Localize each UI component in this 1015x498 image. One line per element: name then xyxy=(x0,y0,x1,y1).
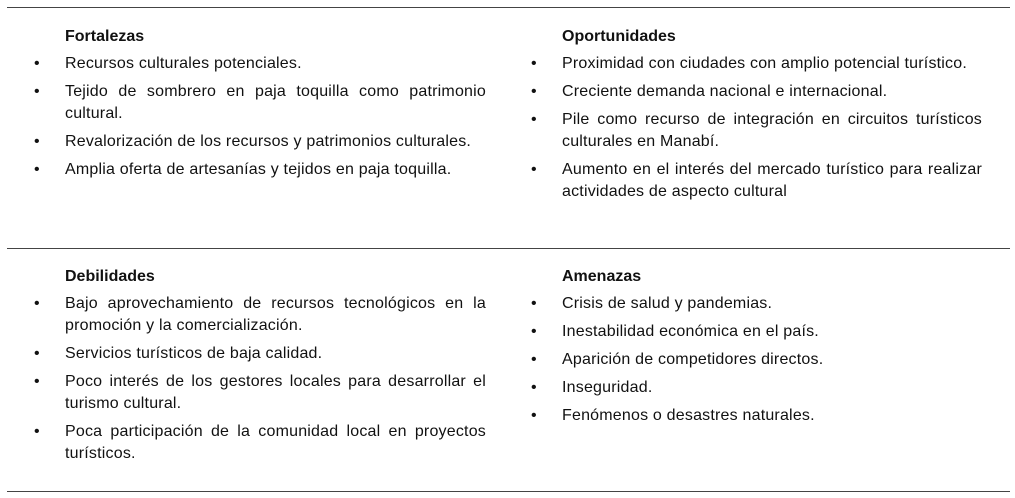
list-item: • Aparición de competidores directos. xyxy=(527,349,982,371)
list-item: • Fenómenos o desastres naturales. xyxy=(527,405,982,427)
list-item: • Poco interés de los gestores locales para desarrollar el turismo cultural. xyxy=(30,371,486,415)
list-item: • Inestabilidad económica en el país. xyxy=(527,321,982,343)
debilidades-section xyxy=(30,266,486,471)
list-item: • Bajo aprovechamiento de recursos tecnológicos en la promoción y la comercialización. xyxy=(30,293,486,337)
list-item: • Creciente demanda nacional e internacional. xyxy=(527,81,982,103)
fortalezas-section xyxy=(30,26,486,187)
list-item: • Recursos culturales potenciales. xyxy=(30,53,486,75)
oportunidades-list xyxy=(527,53,982,203)
oportunidades-section xyxy=(527,26,982,209)
amenazas-list xyxy=(527,293,982,427)
amenazas-section xyxy=(527,266,982,433)
list-item: • Poca participación de la comunidad local en proyectos turísticos. xyxy=(30,421,486,465)
list-item: • Proximidad con ciudades con amplio potencial turístico. xyxy=(527,53,982,75)
list-item: • Revalorización de los recursos y patrimonios culturales. xyxy=(30,131,486,153)
list-item: • Aumento en el interés del mercado turístico para realizar actividades de aspecto cultural xyxy=(527,159,982,203)
table-bottom-rule xyxy=(7,491,1010,492)
table-middle-rule xyxy=(7,248,1010,249)
list-item: • Inseguridad. xyxy=(527,377,982,399)
table-top-rule xyxy=(7,7,1010,8)
list-item: • Servicios turísticos de baja calidad. xyxy=(30,343,486,365)
oportunidades-title: Oportunidades xyxy=(562,28,676,45)
amenazas-title: Amenazas xyxy=(562,268,642,285)
list-item: • Pile como recurso de integración en circuitos turísticos culturales en Manabí. xyxy=(527,109,982,153)
debilidades-title: Debilidades xyxy=(65,268,155,285)
fortalezas-list xyxy=(30,53,486,181)
debilidades-list xyxy=(30,293,486,465)
list-item: • Tejido de sombrero en paja toquilla como patrimonio cultural. xyxy=(30,81,486,125)
fortalezas-title: Fortalezas xyxy=(65,28,145,45)
list-item: • Amplia oferta de artesanías y tejidos en paja toquilla. xyxy=(30,159,486,181)
list-item: • Crisis de salud y pandemias. xyxy=(527,293,982,315)
